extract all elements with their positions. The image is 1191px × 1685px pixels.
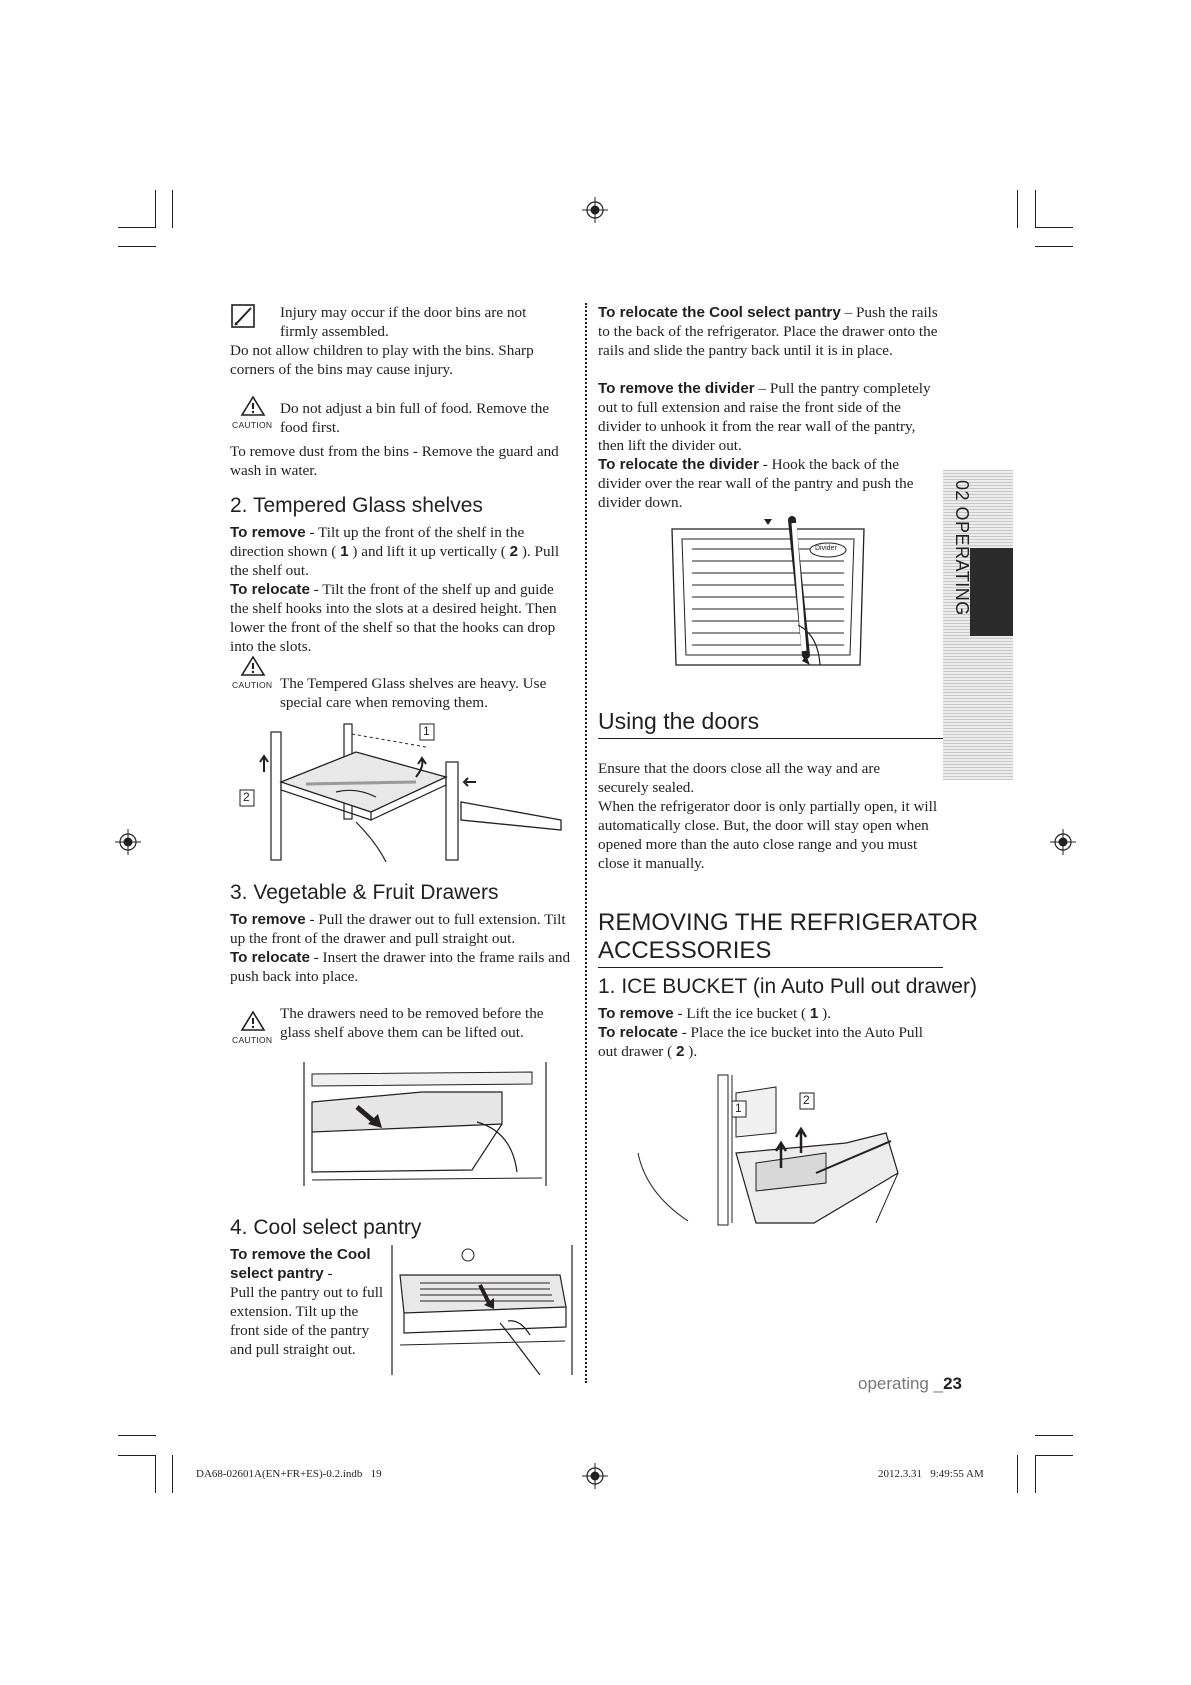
vegetable-caution-text: The drawers need to be removed before the glass shelf above them can be lifted out. <box>280 1005 544 1041</box>
tempered-relocate-text <box>230 580 575 656</box>
heading-rule <box>598 738 943 739</box>
print-file-name: DA68-02601A(EN+FR+ES)-0.2.indb 19 <box>196 1468 382 1480</box>
remove-text: ). <box>818 1005 832 1022</box>
note-follow-text: Do not allow children to play with the bins. Sharp corners of the bins may cause injury. <box>230 342 534 378</box>
note-icon <box>230 303 258 331</box>
dust-text: To remove dust from the bins - Remove the guard and wash in water. <box>230 443 559 479</box>
note-text: Injury may occur if the door bins are not firmly assembled. <box>280 304 527 340</box>
side-tab-active <box>970 548 1013 636</box>
section-heading-removing-line1: REMOVING THE REFRIGERATOR <box>598 909 979 936</box>
tempered-caution-text: The Tempered Glass shelves are heavy. Use special care when removing them. <box>280 675 547 711</box>
caution-label: CAUTION <box>232 680 273 690</box>
vegetable-drawer-illustration <box>302 1062 550 1186</box>
caution-text: Do not adjust a bin full of food. Remove the food first. <box>280 400 550 436</box>
crop-mark <box>1017 1455 1018 1493</box>
crop-mark <box>1035 1455 1036 1493</box>
ice-remove-text <box>598 1004 943 1023</box>
page-label: operating _ <box>858 1374 944 1393</box>
section-heading-removing-line2: ACCESSORIES <box>598 937 772 964</box>
crop-mark <box>172 190 173 228</box>
figure-label-2: 2 <box>803 1093 810 1107</box>
crop-mark <box>1035 1455 1073 1456</box>
section-heading-pantry: 4. Cool select pantry <box>230 1216 422 1239</box>
crop-mark <box>118 227 156 228</box>
remove-text: - Pull the drawer out to full extension. Tilt up the front of the drawer and pull straight out. <box>230 911 566 947</box>
crop-mark <box>172 1455 173 1493</box>
remove-text: ). Pull the shelf out. <box>230 543 560 579</box>
caution-label: CAUTION <box>232 1035 273 1045</box>
column-divider <box>585 303 587 1383</box>
ice-bucket-illustration <box>636 1073 906 1231</box>
caution-icon <box>240 395 266 417</box>
divider-remove-lead: To remove the divider <box>598 380 755 397</box>
crop-mark <box>118 1455 156 1456</box>
section-heading-doors: Using the doors <box>598 708 760 734</box>
figure-label-1: 1 <box>735 1101 742 1115</box>
registration-mark-icon <box>1050 829 1076 855</box>
registration-mark-icon <box>115 829 141 855</box>
divider-remove-text <box>598 379 943 455</box>
crop-mark <box>155 1455 156 1493</box>
figure-label-1: 1 <box>423 724 430 738</box>
crop-mark <box>1035 227 1073 228</box>
vegetable-remove-text <box>230 910 575 948</box>
remove-text: - Lift the ice bucket ( <box>673 1005 810 1022</box>
remove-lead: To remove <box>230 911 306 928</box>
relocate-text: - Insert the drawer into the frame rails and push back into place. <box>230 949 571 985</box>
tempered-remove-text <box>230 523 575 580</box>
side-tab-label: 02 OPERATING <box>952 480 972 616</box>
step-number: 2 <box>509 543 519 560</box>
remove-lead: To remove <box>598 1005 674 1022</box>
relocate-text: - Place the ice bucket into the Auto Pull out drawer ( <box>598 1024 923 1060</box>
doors-text-a: Ensure that the doors close all the way and are securely sealed. <box>598 760 881 796</box>
relocate-text: - Tilt the front of the shelf up and guide the shelf hooks into the slots at a desired height. Then lower the front of the shelf so that the hooks can drop into the slots. <box>230 581 557 655</box>
crop-mark <box>1035 190 1036 228</box>
pantry-remove-lead <box>230 1245 390 1283</box>
page-number: 23 <box>943 1374 962 1393</box>
caution-label: CAUTION <box>232 420 273 430</box>
crop-mark <box>1035 1435 1073 1436</box>
relocate-lead: To relocate <box>230 581 310 598</box>
crop-mark <box>1035 246 1073 247</box>
pantry-remove-text: Pull the pantry out to full extension. Tilt up the front side of the pantry and pull straight out. <box>230 1284 384 1358</box>
crop-mark <box>118 246 156 247</box>
page-footer-number <box>858 1374 962 1394</box>
pantry-relocate-text <box>598 303 943 360</box>
crop-mark <box>118 1435 156 1436</box>
relocate-lead: To relocate <box>598 1024 678 1041</box>
section-heading-tempered: 2. Tempered Glass shelves <box>230 494 483 517</box>
section-heading-ice-bucket: 1. ICE BUCKET (in Auto Pull out drawer) <box>598 975 977 998</box>
remove-lead: To remove the Cool select pantry <box>230 1246 371 1282</box>
divider-illustration <box>668 515 868 670</box>
figure-label-2: 2 <box>243 790 250 804</box>
doors-text-b: When the refrigerator door is only partially open, it will automatically close. But, the door will stay open when opened more than the auto close range and you must close it manually. <box>598 798 938 872</box>
pantry-illustration <box>390 1245 576 1375</box>
crop-mark <box>1017 190 1018 228</box>
step-number: 2 <box>676 1043 685 1060</box>
remove-text: ) and lift it up vertically ( <box>348 543 510 560</box>
step-number: 1 <box>340 543 349 560</box>
relocate-lead: To relocate the Cool select pantry <box>598 304 841 321</box>
step-number: 1 <box>809 1005 819 1022</box>
heading-rule <box>598 967 943 968</box>
divider-relocate-lead: To relocate the divider <box>598 456 759 473</box>
divider-label: Divider <box>815 545 837 552</box>
remove-text: - Tilt up the front of the shelf in the direction shown ( <box>230 524 525 560</box>
registration-mark-icon <box>582 1463 608 1489</box>
ice-relocate-text <box>598 1023 943 1061</box>
registration-mark-icon <box>582 197 608 223</box>
section-heading-vegetable: 3. Vegetable & Fruit Drawers <box>230 881 499 904</box>
remove-dash: - <box>323 1265 333 1282</box>
divider-remove-body: – Pull the pantry completely out to full extension and raise the front side of the divider to unhook it from the rear wall of the pantry, then lift the divider out. <box>598 380 931 454</box>
caution-icon <box>240 1010 266 1032</box>
relocate-lead: To relocate <box>230 949 310 966</box>
divider-relocate-body: - Hook the back of the divider over the rear wall of the pantry and push the divider down. <box>598 456 914 511</box>
tempered-shelf-illustration <box>236 722 576 862</box>
divider-relocate-text <box>598 455 928 512</box>
crop-mark <box>155 190 156 228</box>
remove-lead: To remove <box>230 524 306 541</box>
relocate-text: ). <box>684 1043 698 1060</box>
vegetable-relocate-text <box>230 948 575 986</box>
print-timestamp: 2012.3.31 9:49:55 AM <box>878 1468 984 1480</box>
caution-icon <box>240 655 266 677</box>
relocate-text: – Push the rails to the back of the refrigerator. Place the drawer onto the rails and slide the pantry back until it is in place. <box>598 304 938 359</box>
